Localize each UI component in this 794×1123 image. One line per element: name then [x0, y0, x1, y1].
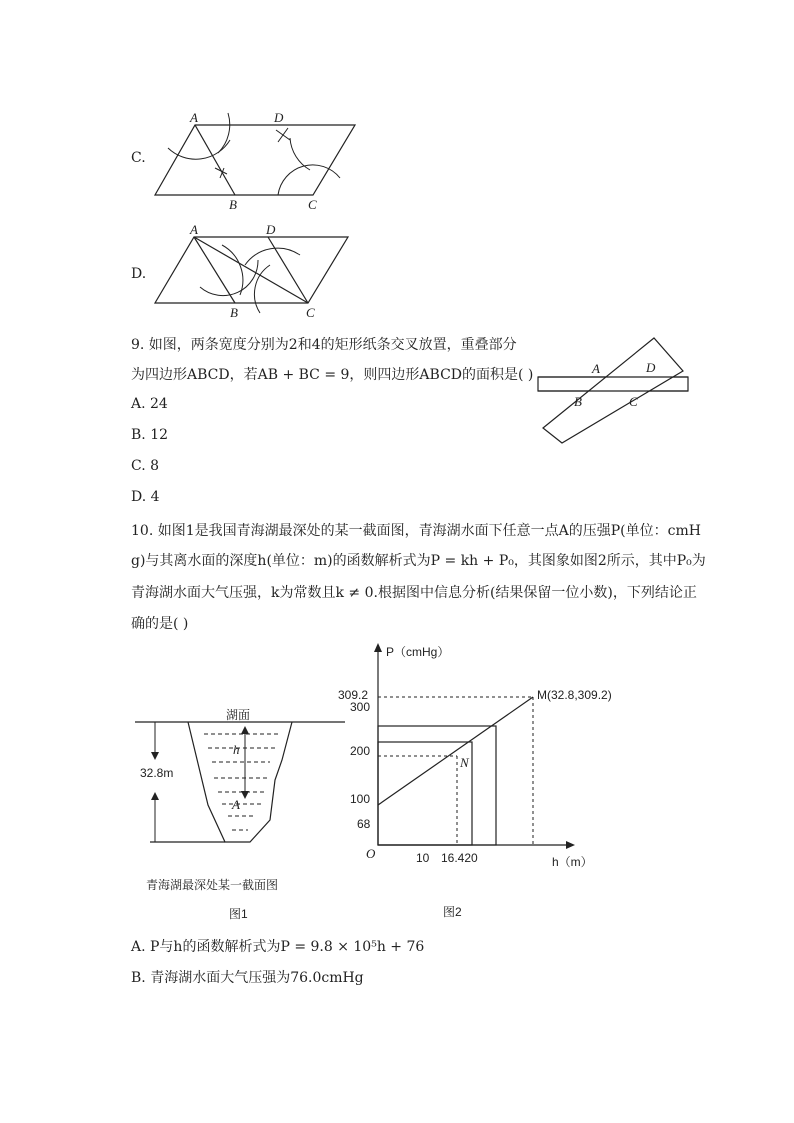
figc-label-a: A — [190, 110, 198, 125]
fig1-depth-label: 32.8m — [140, 766, 174, 780]
fig2-ytick-200: 200 — [350, 744, 371, 758]
figd-label-c: C — [306, 305, 315, 320]
fig1-point-a: A — [232, 797, 240, 812]
figd-label-b: B — [230, 305, 238, 320]
q9-label-a: A — [592, 361, 600, 376]
figc-label-d: D — [274, 110, 284, 125]
q10-option-b[interactable]: B. 青海湖水面大气压强为76.0cmHg — [131, 970, 364, 986]
q10-line4: 确的是( ) — [131, 616, 189, 632]
figd-label-a: A — [190, 222, 198, 237]
fig1-h-label: h — [233, 742, 240, 757]
q10-line2: g)与其离水面的深度h(单位：m)的函数解析式为P = kh + P₀，其图象如图2所示，其中P₀为 — [131, 553, 706, 569]
q9-option-b[interactable]: B. 12 — [131, 427, 169, 443]
figc-label-c: C — [308, 197, 317, 212]
q9-label-c: C — [629, 394, 638, 409]
q9-line2: 为四边形ABCD，若AB + BC = 9，则四边形ABCD的面积是( ) — [131, 367, 534, 383]
q9-label-d: D — [646, 360, 656, 375]
option-c-label: C. — [131, 150, 146, 166]
q9-option-a[interactable]: A. 24 — [131, 396, 168, 412]
fig2-ytick-100: 100 — [350, 792, 371, 806]
q10-line1: 10. 如图1是我国青海湖最深处的某一截面图，青海湖水面下任意一点A的压强P(单位：cmH — [131, 523, 701, 539]
figure-c-parallelogram — [150, 108, 365, 218]
fig2-ytick-68: 68 — [357, 817, 371, 831]
fig2-xtick-16: 16.420 — [441, 851, 478, 865]
option-d-label: D. — [131, 266, 147, 282]
figd-label-d: D — [266, 222, 276, 237]
fig2-xlabel: h（m） — [552, 855, 593, 869]
fig2-ytick-300: 300 — [350, 700, 371, 714]
q9-line1: 9. 如图，两条宽度分别为2和4的矩形纸条交叉放置，重叠部分 — [131, 337, 517, 353]
q9-option-d[interactable]: D. 4 — [131, 489, 160, 505]
figure-d-parallelogram — [150, 225, 365, 315]
q9-figure-strips — [536, 335, 691, 450]
fig1-surface-label: 湖面 — [226, 708, 251, 722]
fig2-origin: O — [366, 846, 376, 861]
q10-line3: 青海湖水面大气压强，k为常数且k ≠ 0.根据图中信息分析(结果保留一位小数)，下列结论正 — [131, 585, 697, 601]
fig2-ytick-309: 309.2 — [338, 688, 369, 702]
q10-option-a[interactable]: A. P与h的函数解析式为P = 9.8 × 10⁵h + 76 — [131, 939, 425, 955]
fig2-ylabel: P（cmHg） — [386, 645, 450, 659]
q9-option-c[interactable]: C. 8 — [131, 458, 160, 474]
q10-figure2-graph — [370, 640, 580, 855]
fig2-n-label: N — [460, 755, 469, 770]
figc-label-b: B — [229, 197, 237, 212]
fig2-m-label: M(32.8,309.2) — [537, 688, 612, 702]
fig2-xtick-10: 10 — [416, 851, 430, 865]
q9-label-b: B — [574, 394, 582, 409]
fig2-name: 图2 — [443, 905, 462, 919]
fig1-caption: 青海湖最深处某一截面图 — [146, 878, 279, 892]
fig1-name: 图1 — [229, 907, 248, 921]
